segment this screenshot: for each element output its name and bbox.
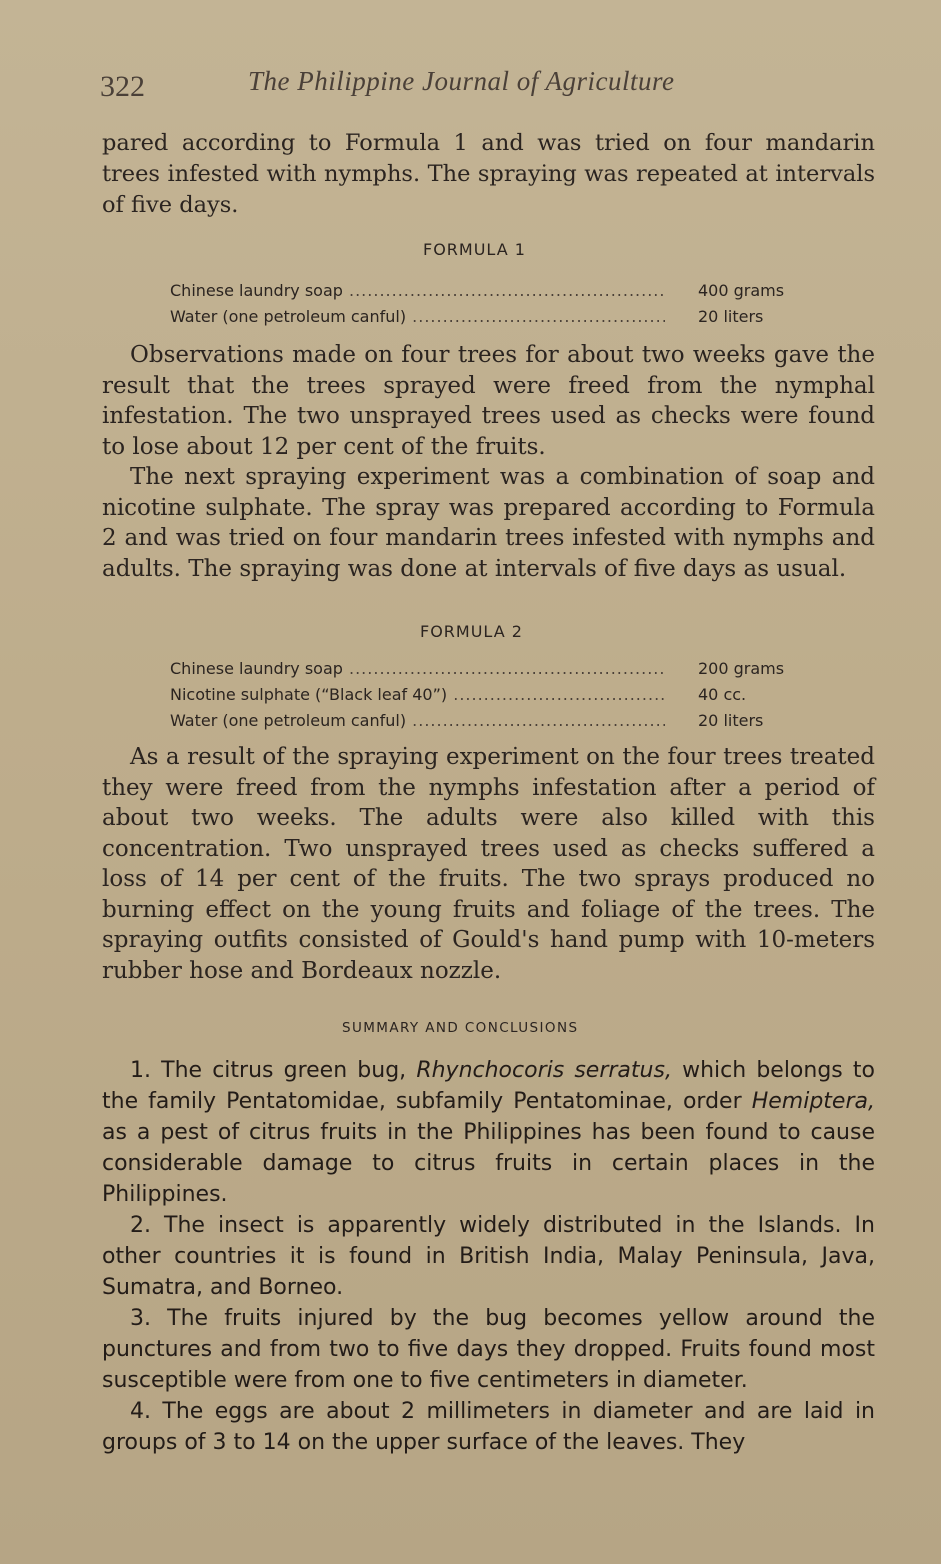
journal-title: The Philippine Journal of Agriculture	[248, 66, 675, 96]
ingredient: Water (one petroleum canful) .....	[170, 708, 665, 734]
formula-1-row	[170, 278, 810, 304]
formula-2-row	[170, 682, 810, 708]
formula-2-table	[170, 656, 810, 734]
paragraph-results: As a result of the spraying experiment on the four trees treated they were freed from the nymphs infestation after a period of about two weeks. The adults were also killed with this concentration. Two unsprayed trees used as checks suffered a loss of 14 per cent of the fruits. The two sprays produced no burning effect on the young fruits and foliage of the trees. The spraying outfits consisted of Gould's hand pump with 10-meters rubber hose and Bordeaux nozzle.	[102, 744, 875, 984]
summary-item-3: 3. The fruits injured by the bug becomes yellow around the punctures and from two to five days they dropped. Fruits found most susceptible were from one to five centimeters in diameter.	[102, 1306, 875, 1393]
summary-item-1	[102, 1055, 875, 1210]
paragraph-observations: Observations made on four trees for about two weeks gave the result that the trees sprayed were freed from the nymphal infestation. The two unsprayed trees used as checks were found to lose about 12 per cent of the fruits.	[102, 342, 875, 460]
summary-item-1-text: which belongs to the family Pentatomidae, subfamily Pentatominae, order	[102, 1058, 875, 1114]
quantity: 20 liters	[698, 711, 764, 730]
ingredient: Chinese laundry soap .....	[170, 656, 665, 682]
page-number: 322	[100, 70, 145, 103]
summary-heading: SUMMARY AND CONCLUSIONS	[342, 1020, 579, 1036]
formula-1-table	[170, 278, 810, 330]
quantity: 40 cc.	[698, 685, 747, 704]
order-name: Hemiptera,	[751, 1089, 875, 1114]
formula-1-title: FORMULA 1	[423, 240, 526, 259]
formula-1-row	[170, 304, 810, 330]
quantity: 200 grams	[698, 659, 785, 678]
quantity: 20 liters	[698, 307, 764, 326]
paragraph-intro: pared according to Formula 1 and was tried on four mandarin trees infested with nymphs. The spraying was repeated at intervals of five days.	[102, 130, 875, 218]
summary-item-1-text: 1. The citrus green bug,	[130, 1058, 417, 1083]
formula-2-row	[170, 708, 810, 734]
ingredient: Water (one petroleum canful) .....	[170, 304, 665, 330]
paragraph-next-experiment: The next spraying experiment was a combination of soap and nicotine sulphate. The spray was prepared according to Formula 2 and was tried on four mandarin trees infested with nymphs and adults. The spraying was done at intervals of five days as usual.	[102, 464, 875, 582]
ingredient: Nicotine sulphate (“Black leaf 40”) .....	[170, 682, 665, 708]
running-header	[100, 66, 840, 106]
formula-2-row	[170, 656, 810, 682]
quantity: 400 grams	[698, 281, 785, 300]
summary-item-1-text: as a pest of citrus fruits in the Philippines has been found to cause considerable damage to citrus fruits in certain places in the Philippines.	[102, 1120, 875, 1207]
ingredient: Chinese laundry soap .....	[170, 278, 665, 304]
species-name: Rhynchocoris serratus,	[416, 1058, 672, 1083]
formula-2-title: FORMULA 2	[420, 622, 523, 641]
summary-item-2: 2. The insect is apparently widely distributed in the Islands. In other countries it is found in British India, Malay Peninsula, Java, Sumatra, and Borneo.	[102, 1213, 875, 1300]
summary-item-4: 4. The eggs are about 2 millimeters in diameter and are laid in groups of 3 to 14 on the upper surface of the leaves. They	[102, 1399, 875, 1455]
